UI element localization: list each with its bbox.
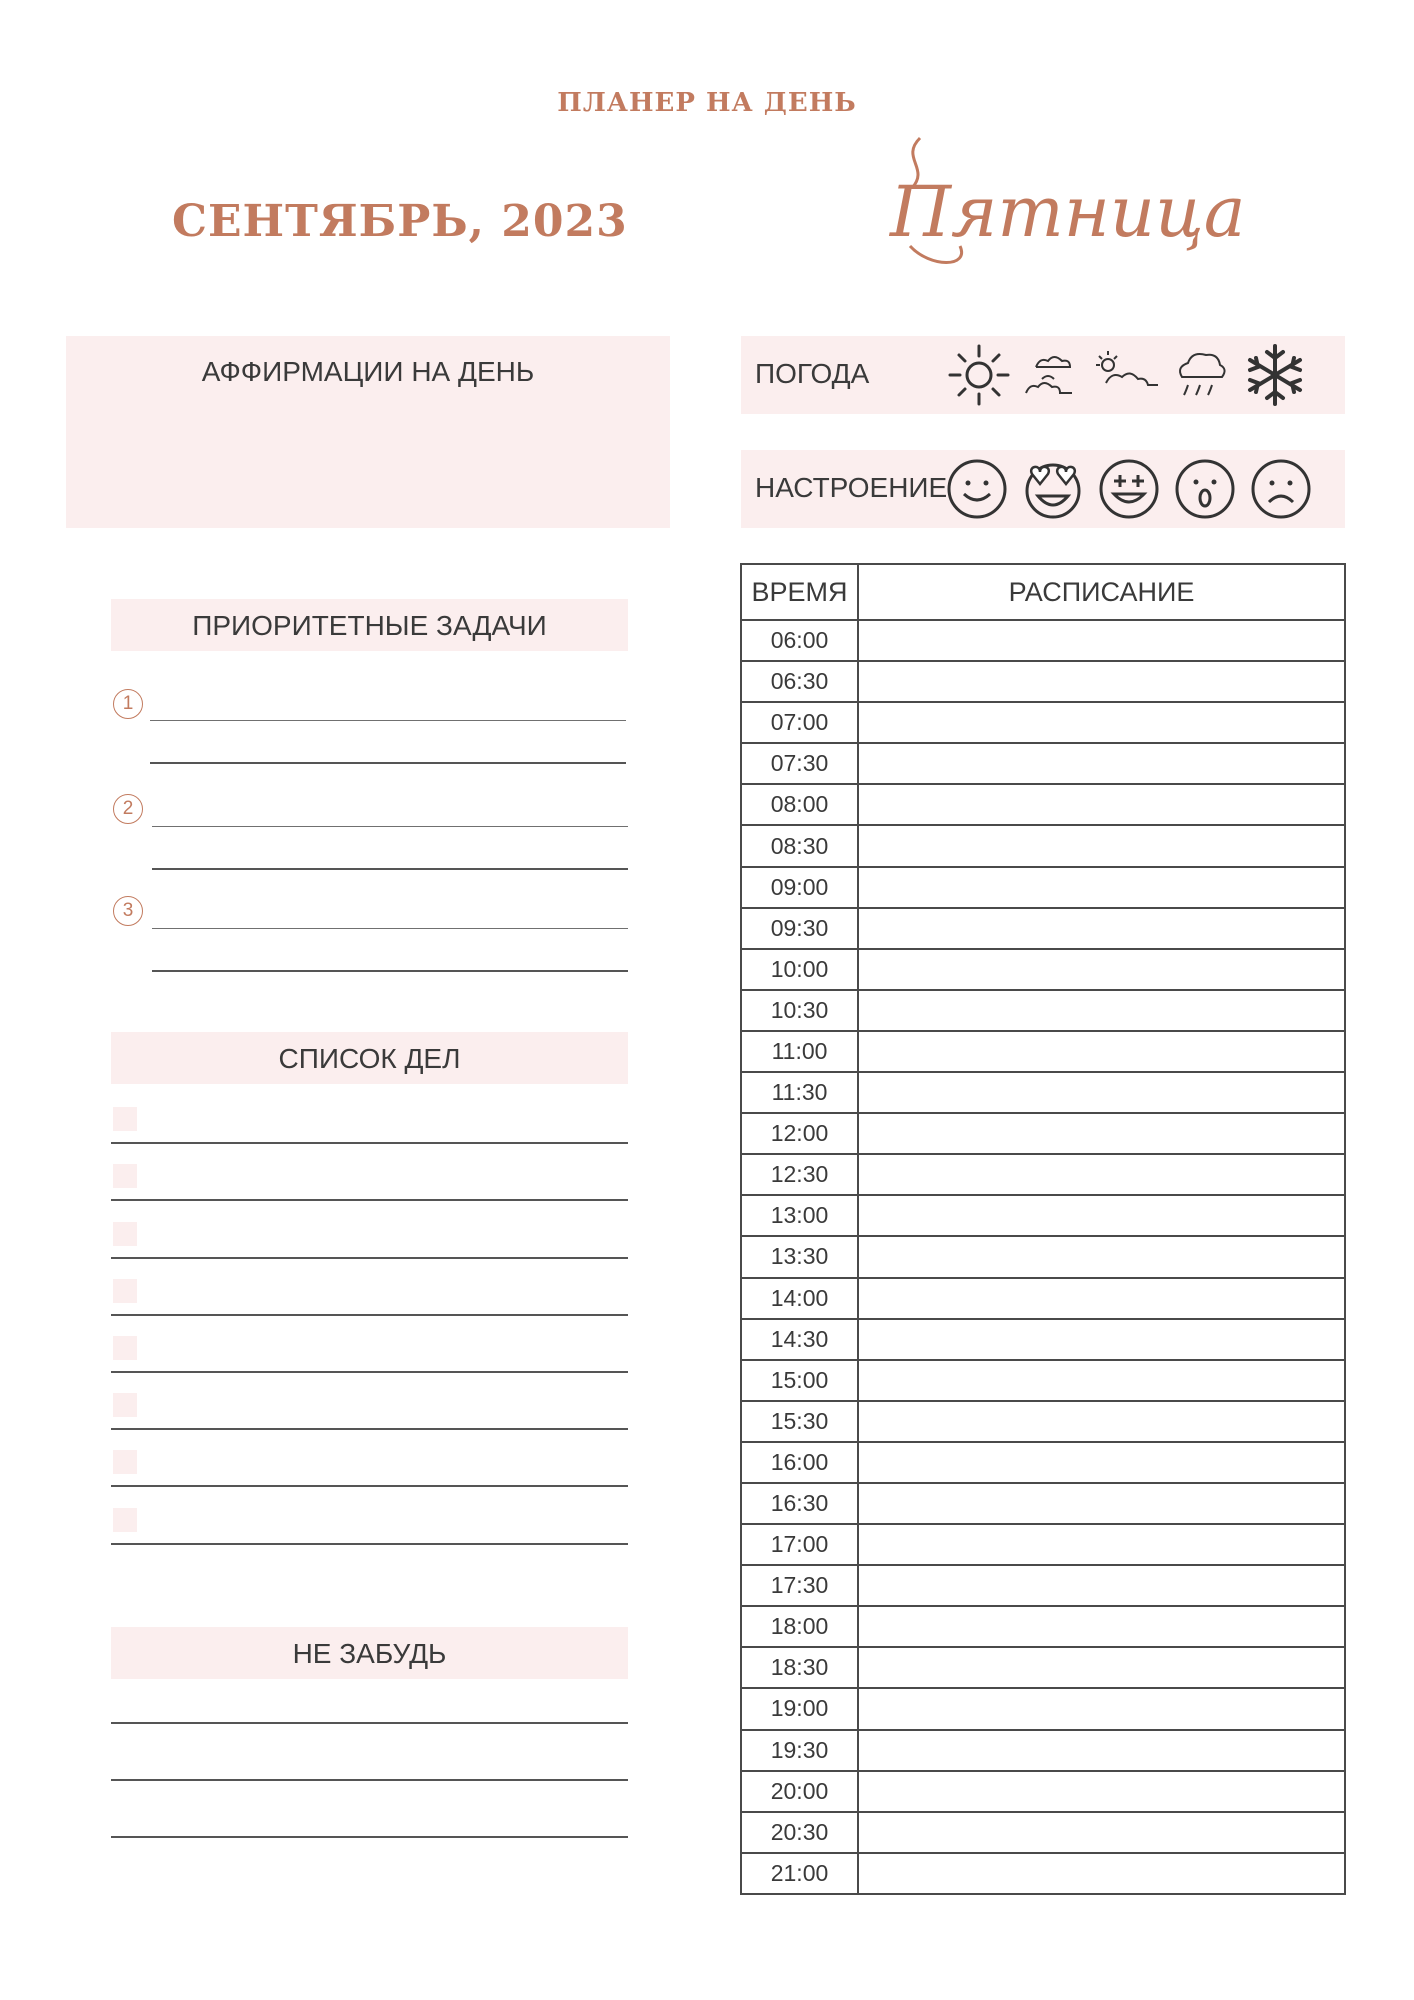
- priority-number-2: 2: [113, 794, 143, 824]
- schedule-entry[interactable]: [858, 1730, 1345, 1771]
- mood-box: [741, 450, 1345, 528]
- todo-checkbox[interactable]: [113, 1450, 137, 1474]
- todo-checkbox[interactable]: [113, 1279, 137, 1303]
- schedule-header-row: [741, 564, 1345, 620]
- schedule-row: [741, 1401, 1345, 1442]
- schedule-entry[interactable]: [858, 1524, 1345, 1565]
- mood-label: НАСТРОЕНИЕ: [755, 472, 948, 503]
- schedule-row: [741, 1565, 1345, 1606]
- schedule-row: [741, 620, 1345, 661]
- todo-checkbox[interactable]: [113, 1164, 137, 1188]
- schedule-entry[interactable]: [858, 1483, 1345, 1524]
- schedule-time: 15:00: [741, 1360, 858, 1401]
- todo-line[interactable]: [111, 1142, 628, 1144]
- schedule-time: 12:00: [741, 1113, 858, 1154]
- todo-checkbox[interactable]: [113, 1336, 137, 1360]
- heart-eyes-icon[interactable]: [1022, 458, 1084, 520]
- todo-checkbox[interactable]: [113, 1393, 137, 1417]
- remember-title: НЕ ЗАБУДЬ: [292, 1638, 447, 1669]
- priority-tasks-title: ПРИОРИТЕТНЫЕ ЗАДАЧИ: [192, 610, 547, 641]
- schedule-row: [741, 1730, 1345, 1771]
- schedule-entry[interactable]: [858, 1565, 1345, 1606]
- schedule-row: [741, 1154, 1345, 1195]
- schedule-time: 12:30: [741, 1154, 858, 1195]
- todo-checkbox[interactable]: [113, 1508, 137, 1532]
- schedule-entry[interactable]: [858, 1647, 1345, 1688]
- schedule-time: 16:30: [741, 1483, 858, 1524]
- schedule-time: 10:30: [741, 990, 858, 1031]
- schedule-time: 20:30: [741, 1812, 858, 1853]
- priority-number-1: 1: [113, 689, 143, 719]
- mood-icons: [946, 450, 1312, 528]
- todo-list-title: СПИСОК ДЕЛ: [278, 1043, 461, 1074]
- schedule-row: [741, 1812, 1345, 1853]
- schedule-row: [741, 908, 1345, 949]
- priority-2-line-2[interactable]: [152, 868, 628, 870]
- weather-label: ПОГОДА: [755, 358, 870, 389]
- schedule-row: [741, 1688, 1345, 1729]
- schedule-entry[interactable]: [858, 1031, 1345, 1072]
- planner-title: ПЛАНЕР НА ДЕНЬ: [557, 88, 857, 118]
- todo-line[interactable]: [111, 1199, 628, 1201]
- starry-eyes-icon[interactable]: [1098, 458, 1160, 520]
- schedule-row: [741, 1524, 1345, 1565]
- schedule-time: 14:30: [741, 1319, 858, 1360]
- schedule-entry[interactable]: [858, 1688, 1345, 1729]
- schedule-row: [741, 1771, 1345, 1812]
- schedule-row: [741, 1606, 1345, 1647]
- schedule-row: [741, 1647, 1345, 1688]
- todo-list-header: [111, 1032, 628, 1084]
- schedule-row: [741, 661, 1345, 702]
- schedule-time: 18:30: [741, 1647, 858, 1688]
- priority-1-line-1[interactable]: [150, 720, 626, 721]
- schedule-entry[interactable]: [858, 1360, 1345, 1401]
- plan-column-header: РАСПИСАНИЕ: [858, 564, 1345, 620]
- schedule-entry[interactable]: [858, 1113, 1345, 1154]
- schedule-entry[interactable]: [858, 620, 1345, 661]
- schedule-row: [741, 949, 1345, 990]
- schedule-time: 18:00: [741, 1606, 858, 1647]
- priority-2-line-1[interactable]: [152, 826, 628, 827]
- schedule-time: 20:00: [741, 1771, 858, 1812]
- schedule-entry[interactable]: [858, 825, 1345, 866]
- schedule-entry[interactable]: [858, 1442, 1345, 1483]
- schedule-time: 10:00: [741, 949, 858, 990]
- schedule-time: 06:00: [741, 620, 858, 661]
- weather-box: [741, 336, 1345, 414]
- todo-line[interactable]: [111, 1543, 628, 1545]
- priority-tasks-header: [111, 599, 628, 651]
- priority-3-line-2[interactable]: [152, 970, 628, 972]
- todo-line[interactable]: [111, 1485, 628, 1487]
- schedule-row: [741, 743, 1345, 784]
- schedule-time: 06:30: [741, 661, 858, 702]
- schedule-time: 09:30: [741, 908, 858, 949]
- schedule-entry[interactable]: [858, 702, 1345, 743]
- schedule-time: 13:00: [741, 1195, 858, 1236]
- schedule-entry[interactable]: [858, 661, 1345, 702]
- schedule-entry[interactable]: [858, 1072, 1345, 1113]
- remember-line[interactable]: [111, 1779, 628, 1781]
- schedule-row: [741, 825, 1345, 866]
- rain-cloud-icon[interactable]: [1172, 345, 1232, 405]
- schedule-row: [741, 990, 1345, 1031]
- schedule-entry[interactable]: [858, 784, 1345, 825]
- month-year-title: СЕНТЯБРЬ, 2023: [172, 196, 628, 247]
- snowflake-icon[interactable]: [1242, 342, 1308, 408]
- schedule-row: [741, 1278, 1345, 1319]
- schedule-time: 19:30: [741, 1730, 858, 1771]
- schedule-row: [741, 1072, 1345, 1113]
- affirmations-box[interactable]: [66, 336, 670, 528]
- schedule-time: 08:00: [741, 784, 858, 825]
- schedule-entry[interactable]: [858, 1853, 1345, 1894]
- weekday-script: [890, 128, 1246, 278]
- schedule-entry[interactable]: [858, 1278, 1345, 1319]
- schedule-table: [740, 563, 1346, 1895]
- schedule-time: 11:00: [741, 1031, 858, 1072]
- affirmations-title: АФФИРМАЦИИ НА ДЕНЬ: [201, 356, 535, 387]
- schedule-row: [741, 1195, 1345, 1236]
- priority-1-line-2[interactable]: [150, 762, 626, 764]
- schedule-row: [741, 702, 1345, 743]
- schedule-entry[interactable]: [858, 949, 1345, 990]
- todo-line[interactable]: [111, 1314, 628, 1316]
- schedule-row: [741, 1853, 1345, 1894]
- schedule-body: [741, 620, 1345, 1894]
- surprised-icon[interactable]: [1174, 458, 1236, 520]
- schedule-entry[interactable]: [858, 867, 1345, 908]
- schedule-time: 09:00: [741, 867, 858, 908]
- weather-icons: [946, 336, 1308, 414]
- schedule-time: 11:30: [741, 1072, 858, 1113]
- sun-icon[interactable]: [946, 342, 1012, 408]
- schedule-time: 17:30: [741, 1565, 858, 1606]
- schedule-time: 08:30: [741, 825, 858, 866]
- schedule-entry[interactable]: [858, 1812, 1345, 1853]
- remember-line[interactable]: [111, 1722, 628, 1724]
- weekday-title: [890, 128, 1246, 283]
- schedule-row: [741, 1483, 1345, 1524]
- schedule-row: [741, 1442, 1345, 1483]
- schedule-row: [741, 1236, 1345, 1277]
- schedule-row: [741, 784, 1345, 825]
- schedule-row: [741, 1319, 1345, 1360]
- schedule-entry[interactable]: [858, 1195, 1345, 1236]
- schedule-time: 16:00: [741, 1442, 858, 1483]
- schedule-row: [741, 867, 1345, 908]
- priority-number-3: 3: [113, 896, 143, 926]
- sad-icon[interactable]: [1250, 458, 1312, 520]
- schedule-entry[interactable]: [858, 908, 1345, 949]
- schedule-time: 07:30: [741, 743, 858, 784]
- todo-line[interactable]: [111, 1257, 628, 1259]
- clouds-icon[interactable]: [1022, 345, 1082, 405]
- todo-checkbox[interactable]: [113, 1107, 137, 1131]
- schedule-time: 17:00: [741, 1524, 858, 1565]
- priority-3-line-1[interactable]: [152, 928, 628, 929]
- schedule-time: 13:30: [741, 1236, 858, 1277]
- todo-checkbox[interactable]: [113, 1222, 137, 1246]
- todo-line[interactable]: [111, 1371, 628, 1373]
- weekday-text: Пятница: [890, 171, 1246, 253]
- schedule-entry[interactable]: [858, 1319, 1345, 1360]
- smile-icon[interactable]: [946, 458, 1008, 520]
- schedule-time: 15:30: [741, 1401, 858, 1442]
- schedule-time: 19:00: [741, 1688, 858, 1729]
- schedule-entry[interactable]: [858, 1401, 1345, 1442]
- schedule-row: [741, 1113, 1345, 1154]
- schedule-time: 21:00: [741, 1853, 858, 1894]
- schedule-entry[interactable]: [858, 1154, 1345, 1195]
- schedule-entry[interactable]: [858, 1236, 1345, 1277]
- time-column-header: ВРЕМЯ: [741, 564, 858, 620]
- partly-cloudy-icon[interactable]: [1092, 345, 1162, 405]
- todo-line[interactable]: [111, 1428, 628, 1430]
- schedule-entry[interactable]: [858, 1771, 1345, 1812]
- schedule-entry[interactable]: [858, 1606, 1345, 1647]
- schedule-time: 07:00: [741, 702, 858, 743]
- schedule-entry[interactable]: [858, 743, 1345, 784]
- schedule-row: [741, 1360, 1345, 1401]
- remember-line[interactable]: [111, 1836, 628, 1838]
- schedule-entry[interactable]: [858, 990, 1345, 1031]
- schedule-time: 14:00: [741, 1278, 858, 1319]
- schedule-row: [741, 1031, 1345, 1072]
- remember-header: [111, 1627, 628, 1679]
